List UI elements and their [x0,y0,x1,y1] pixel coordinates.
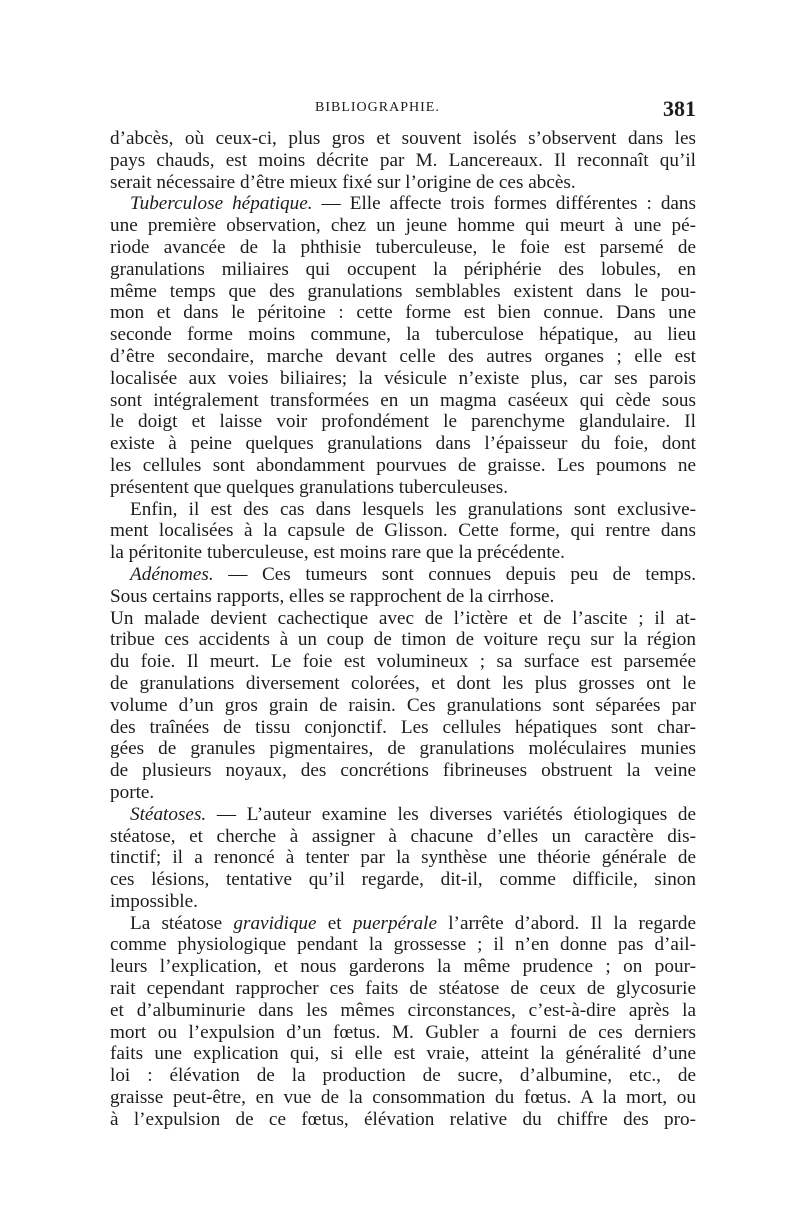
emphasis-puerperale: puerpérale [352,912,438,934]
text-line: du foie. Il meurt. Le foie est volumineux ; sa surface est parsemée [110,651,696,673]
page-header [110,96,696,122]
text-line: loi : élévation de la production de sucre, d’albumine, etc., de [110,1065,696,1087]
text-line: faits une explication qui, si elle est vraie, atteint la généralité d’une [110,1043,696,1065]
text-line [110,913,696,935]
section-heading-steatoses: Stéatoses. [130,803,207,825]
text-fragment: l’arrête d’abord. Il la regarde [437,912,696,934]
text-line: existe à peine quelques granulations dans l’épaisseur du foie, dont [110,433,696,455]
text-line: stéatose, et cherche à assigner à chacune d’elles un caractère dis- [110,825,696,847]
section-heading-tuberculose: Tuberculose hépatique. [130,193,313,215]
text-line: riode avancée de la phthisie tuberculeuse, le foie est parsemé de [110,236,696,258]
text-line: seconde forme moins commune, la tuberculose hépatique, au lieu [110,324,696,346]
text-line: la péritonite tuberculeuse, est moins rare que la précédente. [110,542,565,564]
text-line: les cellules sont abondamment pourvues de graisse. Les poumons ne [110,454,696,476]
text-fragment: — Elle affecte trois formes différentes : dans [312,193,696,215]
text-line: porte. [110,781,155,803]
text-line: mort ou l’expulsion d’un fœtus. M. Gubler a fourni de ces derniers [110,1021,696,1043]
text-line: sont intégralement transformées en un magma caséeux qui cède sous [110,389,696,411]
text-line: ment localisées à la capsule de Glisson. Cette forme, qui rentre dans [110,520,696,542]
text-line: graisse peut-être, en vue de la consommation du fœtus. A la mort, ou [110,1087,696,1109]
text-line: et d’albuminurie dans les mêmes circonstances, c’est-à-dire après la [110,999,696,1021]
text-line: ces lésions, tentative qu’il regarde, dit-il, comme difficile, sinon [110,869,696,891]
text-fragment: — Ces tumeurs sont connues depuis peu de temps. [213,563,696,585]
text-line: tribue ces accidents à un coup de timon de voiture reçu sur la région [110,629,696,651]
page-number: 381 [663,96,696,121]
text-line: de granulations diversement colorées, et dont les plus grosses ont le [110,672,696,694]
text-line: Sous certains rapports, elles se rapprochent de la cirrhose. [110,585,555,607]
text-line: même temps que des granulations semblables existent dans le pou- [110,280,696,302]
emphasis-gravidique: gravidique [233,912,317,934]
text-line: granulations miliaires qui occupent la périphérie des lobules, en [110,258,696,280]
text-line: tinctif; il a renoncé à tenter par la synthèse une théorie générale de [110,847,696,869]
text-line: d’abcès, où ceux-ci, plus gros et souvent isolés s’observent dans les [110,128,696,149]
text-line: Enfin, il est des cas dans lesquels les granulations sont exclusive- [130,498,696,520]
text-line: serait nécessaire d’être mieux fixé sur l’origine de ces abcès. [110,171,576,193]
text-fragment: et [316,912,353,934]
text-line: localisée aux voies biliaires; la vésicule n’existe plus, car ses parois [110,367,696,389]
text-line: des traînées de tissu conjonctif. Les cellules hépatiques sont char- [110,716,696,738]
text-line: de plusieurs noyaux, des concrétions fibrineuses obstruent la veine [110,760,696,782]
text-line: impossible. [110,890,198,912]
running-title: BIBLIOGRAPHIE. [315,100,440,115]
text-fragment: — L’auteur examine les diverses variétés étiologiques de [206,803,696,825]
text-line: Un malade devient cachectique avec de l’ictère et de l’ascite ; il at- [110,607,696,629]
body-text [110,128,696,1131]
text-line: à l’expulsion de ce fœtus, élévation relative du chiffre des pro- [110,1108,696,1130]
text-line: présentent que quelques granulations tuberculeuses. [110,476,509,498]
text-line [110,193,696,215]
text-line: gées de granules pigmentaires, de granulations moléculaires munies [110,738,696,760]
text-line [110,804,696,826]
text-line: comme physiologique pendant la grossesse ; il n’en donne pas d’ail- [110,934,696,956]
text-line: volume d’un gros grain de raisin. Ces granulations sont séparées par [110,694,696,716]
text-line: leurs l’explication, et nous garderons la même prudence ; on pour- [110,956,696,978]
text-fragment: La stéatose [130,912,234,934]
text-line: pays chauds, est moins décrite par M. Lancereaux. Il reconnaît qu’il [110,149,696,171]
text-line [110,564,696,586]
text-line: le doigt et laisse voir profondément le parenchyme glandulaire. Il [110,411,696,433]
section-heading-adenomes: Adénomes. [130,563,214,585]
text-line: d’être secondaire, marche devant celle des autres organes ; elle est [110,345,696,367]
text-line: mon et dans le péritoine : cette forme est bien connue. Dans une [110,302,696,324]
text-line: rait cependant rapprocher ces faits de stéatose de ceux de glycosurie [110,978,696,1000]
text-line: une première observation, chez un jeune homme qui meurt à une pé- [110,215,696,237]
